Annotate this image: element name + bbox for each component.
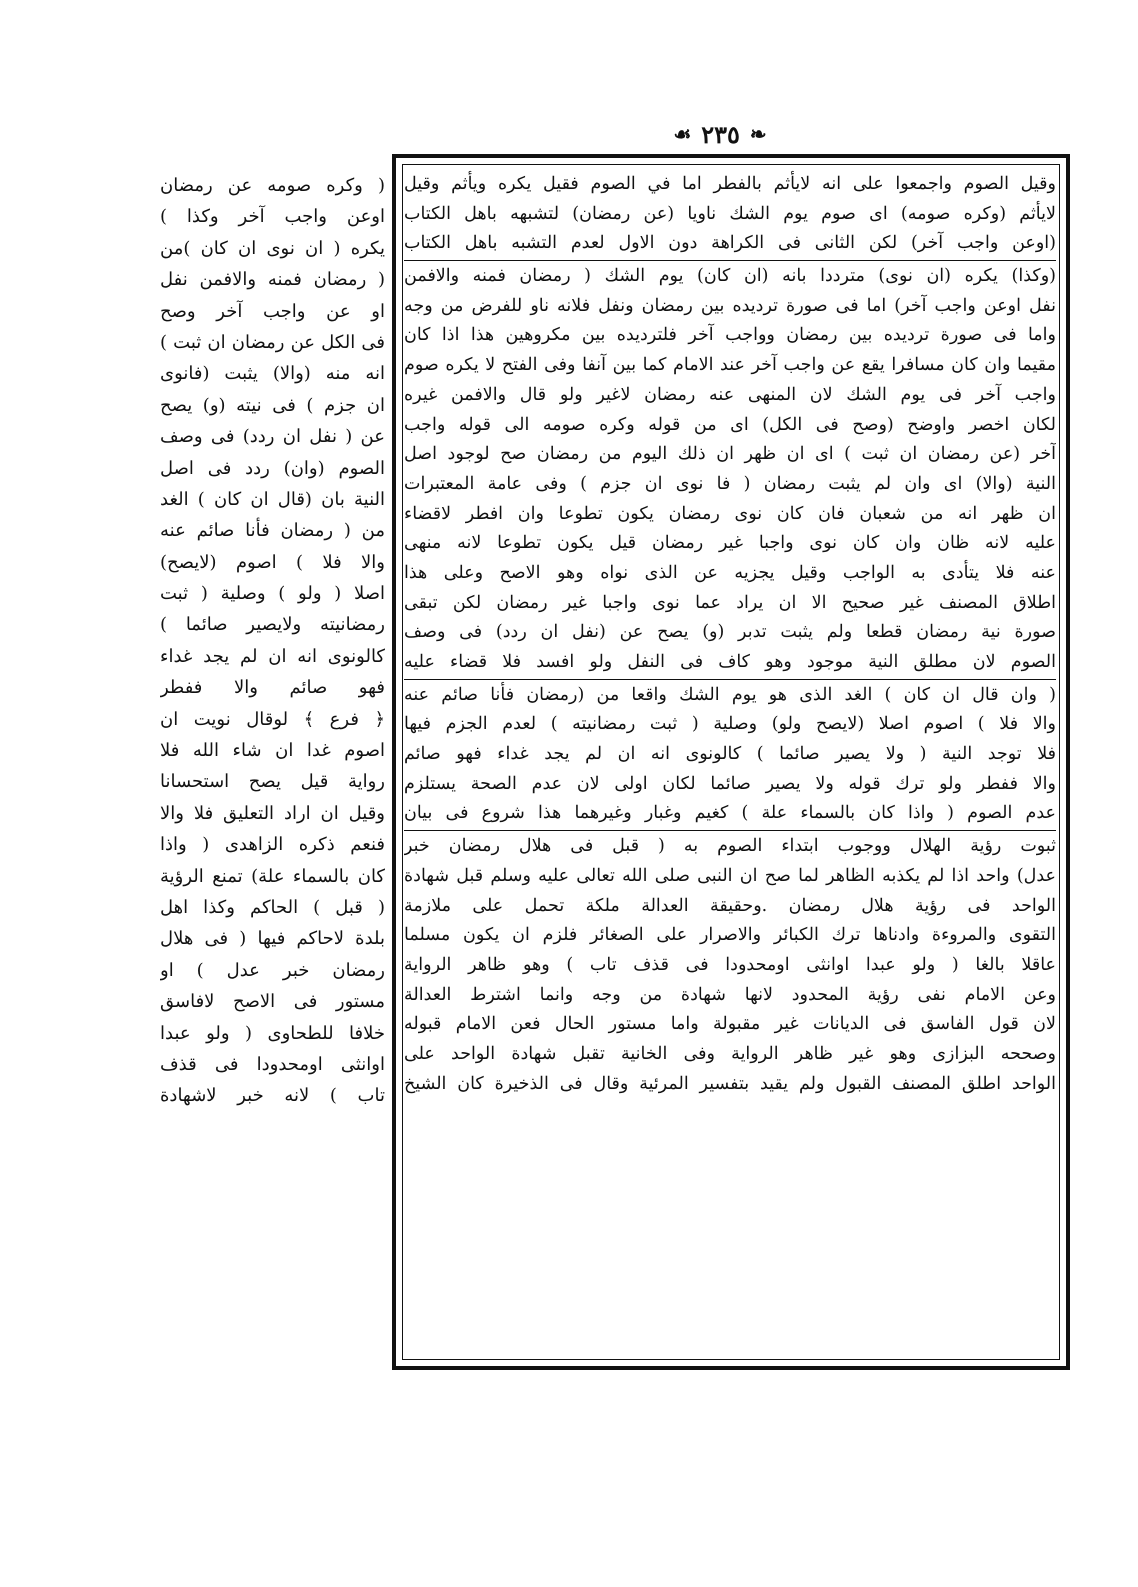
main-line: (اوعن واجب آخر) لكن الثانى فى الكراهة دون الاول لعدم التشبه باهل الكتاب bbox=[404, 233, 1056, 254]
page-number: ٢٣٥ bbox=[701, 119, 740, 149]
ornament-right-icon: ❧ bbox=[749, 122, 767, 146]
main-text-column bbox=[404, 170, 1056, 1360]
main-line: والا فلا ) اصوم اصلا (لايصح ولو) وصلية ( ثبت رمضانيته ) لعدم الجزم فيها bbox=[404, 714, 1056, 735]
main-line: الواحد فى رؤية هلال رمضان .وحقيقة العدالة ملكة تحمل على ملازمة bbox=[404, 895, 1056, 916]
side-line: اصلا ( ولو ) وصلية ( ثبت bbox=[160, 583, 385, 605]
side-line: ﴿ فرع ﴾ لوقال نويت ان bbox=[160, 708, 385, 730]
main-line: فلا توجد النية ( ولا يصير صائما ) كالونوى انه ان لم يجد غداء فهو صائم bbox=[404, 744, 1056, 765]
main-line: لايأثم (وكره صومه) اى صوم يوم الشك ناويا (عن رمضان) لتشبهه باهل الكتاب bbox=[404, 203, 1056, 224]
main-line: عليه لانه ظان وان كان نوى واجبا غير رمضان قيل يكون تطوعا لانه منهى bbox=[404, 533, 1056, 554]
main-line: وصححه البزازى وهو غير ظاهر الرواية وفى الخانية تقبل شهادة الواحد على bbox=[404, 1043, 1056, 1064]
main-line: وقيل الصوم واجمعوا على انه لايأثم بالفطر اما في الصوم فقيل يكره ويأثم وقيل bbox=[404, 174, 1056, 194]
main-line: لكان اخصر واوضح (وصح فى الكل) اى من قوله وكره صومه الى قوله واجب bbox=[404, 414, 1056, 435]
side-line: والا فلا ) اصوم (لايصح) bbox=[160, 551, 385, 573]
side-line: يكره ( ان نوى ان كان )من bbox=[160, 237, 385, 259]
main-line: عدل) واحد اذا لم يكذبه الظاهر لما صح ان النبى صلى الله تعالى عليه وسلم قبل شهادة bbox=[404, 865, 1056, 886]
section-divider bbox=[404, 260, 1056, 261]
ornament-left-icon: ☙ bbox=[673, 122, 692, 146]
side-line: فنعم ذكره الزاهدى ( واذا bbox=[160, 834, 385, 856]
main-line: ان ظهر انه من شعبان فان كان نوى رمضان يكون تطوعا وان افطر لاقضاء bbox=[404, 503, 1056, 524]
section-divider bbox=[404, 830, 1056, 831]
main-line: (وكذا) يكره (ان نوى) مترددا بانه (ان كان) يوم الشك ( رمضان فمنه والافمن bbox=[404, 266, 1056, 287]
side-line: ان جزم ) فى نيته (و) يصح bbox=[160, 394, 385, 416]
side-line: بلدة لاحاكم فيها ( فى هلال bbox=[160, 928, 385, 950]
side-line: تاب ) لانه خبر لاشهادة bbox=[160, 1085, 385, 1107]
main-line: نفل اوعن واجب آخر) اما فى صورة ترديده بين رمضان ونفل فلانه ناو للفرض من وجه bbox=[404, 295, 1056, 316]
main-line: صورة نية رمضان قطعا ولم يثبت تدبر (و) يصح عن (نفل ان ردد) فى وصف bbox=[404, 622, 1056, 643]
side-line: كان بالسماء علة) تمنع الرؤية bbox=[160, 865, 385, 887]
side-line: وقيل ان اراد التعليق فلا والا bbox=[160, 802, 385, 824]
main-line: والا ففطر ولو ترك قوله ولا يصير صائما لكان اولى لان عدم الصحة يستلزم bbox=[404, 773, 1056, 794]
side-line: فهو صائم والا ففطر bbox=[160, 677, 385, 699]
main-line: النية (والا) اى وان لم يثبت رمضان ( فا نوى ان جزم ) وفى عامة المعتبرات bbox=[404, 473, 1056, 494]
main-line: ( وان قال ان كان ) الغد الذى هو يوم الشك واقعا من (رمضان فأنا صائم عنه bbox=[404, 684, 1056, 705]
side-line: او عن واجب آخر وصح bbox=[160, 300, 385, 322]
side-line: الصوم (وان) ردد فى اصل bbox=[160, 457, 385, 479]
side-line: خلافا للطحاوى ( ولو عبدا bbox=[160, 1022, 385, 1044]
main-line: مقيما وان كان مسافرا يقع عن واجب آخر عند الامام كما بين آنفا وفى الفتح لا يكره صوم bbox=[404, 355, 1056, 376]
main-line: وعن الامام نفى رؤية المحدود لانها شهادة من وجه وانما اشترط العدالة bbox=[404, 984, 1056, 1005]
side-text-column bbox=[160, 170, 385, 1360]
side-line: اوعن واجب آخر وكذا ) bbox=[160, 206, 385, 228]
side-line: عن ( نفل ان ردد) فى وصف bbox=[160, 426, 385, 448]
side-line: رواية قيل يصح استحسانا bbox=[160, 771, 385, 793]
side-line: انه منه (والا) يثبت (فانوى bbox=[160, 363, 385, 385]
main-line: التقوى والمروءة وادناها ترك الكبائر والاصرار على الصغائر فلزم ان يكون مسلما bbox=[404, 925, 1056, 946]
side-line: اوانثى اومحدودا فى قذف bbox=[160, 1053, 385, 1075]
side-line: رمضانيته ولايصير صائما ) bbox=[160, 614, 385, 636]
page-header bbox=[640, 117, 800, 151]
side-line: اصوم غدا ان شاء الله فلا bbox=[160, 740, 385, 762]
main-line: عاقلا بالغا ( ولو عبدا اوانثى اومحدودا فى قذف تاب ) وهو ظاهر الرواية bbox=[404, 954, 1056, 975]
side-line: من ( رمضان فأنا صائم عنه bbox=[160, 520, 385, 542]
main-line: عنه فلا يتأدى به الواجب وقيل يجزيه عن الذى نواه وهو الاصح وعلى هذا bbox=[404, 562, 1056, 583]
main-line: الصوم لان مطلق النية موجود وهو كاف فى النفل ولو افسد فلا قضاء عليه bbox=[404, 652, 1056, 672]
main-line: عدم الصوم ( واذا كان بالسماء علة ) كغيم وغبار وغيرهما هذا شروع فى بيان bbox=[404, 803, 1056, 824]
main-line: آخر (عن رمضان ان ثبت ) اى ان ظهر ان ذلك اليوم من رمضان صح لوجود اصل bbox=[404, 444, 1056, 465]
side-line: ( قبل ) الحاكم وكذا اهل bbox=[160, 896, 385, 918]
main-line: واجب آخر فى يوم الشك لان المنهى عنه رمضان لاغير ولو قال والافمن غيره bbox=[404, 384, 1056, 405]
main-line: اطلاق المصنف غير صحيح الا ان يراد عما نوى واجبا غير رمضان لكن تبقى bbox=[404, 592, 1056, 613]
main-line: ثبوت رؤية الهلال ووجوب ابتداء الصوم به ( قبل فى هلال رمضان خبر bbox=[404, 836, 1056, 857]
main-line: واما فى صورة ترديده بين رمضان وواجب آخر فلترديده بين مكروهين هذا اذا كان bbox=[404, 325, 1056, 346]
side-line: ( وكره صومه عن رمضان bbox=[160, 175, 385, 196]
section-divider bbox=[404, 679, 1056, 680]
side-line: ( رمضان فمنه والافمن نفل bbox=[160, 269, 385, 291]
side-line: فى الكل عن رمضان ان ثبت ) bbox=[160, 331, 385, 353]
side-line: مستور فى الاصح لافاسق bbox=[160, 991, 385, 1013]
side-line: النية بان (قال ان كان ) الغد bbox=[160, 488, 385, 510]
side-line: رمضان خبر عدل ) او bbox=[160, 959, 385, 981]
side-line: كالونوى انه ان لم يجد غداء bbox=[160, 645, 385, 667]
main-line: الواحد اطلق المصنف القبول ولم يقيد بتفسير المرئية وقال فى الذخيرة كان الشيخ bbox=[404, 1073, 1056, 1094]
main-line: لان قول الفاسق فى الديانات غير مقبولة واما مستور الحال فعن الامام قبوله bbox=[404, 1014, 1056, 1035]
